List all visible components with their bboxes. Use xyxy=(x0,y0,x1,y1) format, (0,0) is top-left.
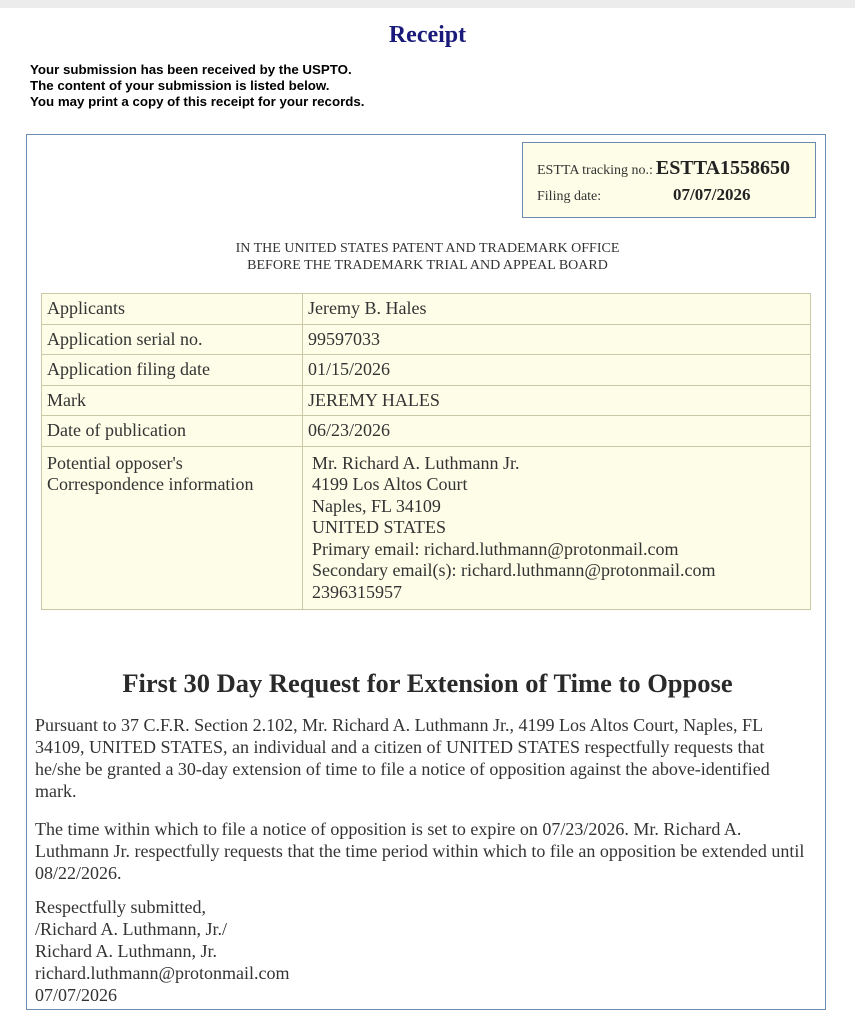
row-value: 01/15/2026 xyxy=(303,355,811,386)
signature-date: 07/07/2026 xyxy=(35,985,118,1005)
row-value: JEREMY HALES xyxy=(303,385,811,416)
correspondence-label xyxy=(42,446,303,610)
request-paragraph: Pursuant to 37 C.F.R. Section 2.102, Mr. Richard A. Luthmann Jr., 4199 Los Altos Court, Naples, FL 34109, UNITED STATES, an individual and a citizen of UNITED STATES respectfully requests that he/she be granted a 30-day extension of time to file a notice of opposition against the above-identified mark. xyxy=(35,715,770,801)
notice-line: The content of your submission is listed below. xyxy=(30,78,330,93)
row-value: 06/23/2026 xyxy=(303,416,811,447)
label-line: Potential opposer's xyxy=(47,452,183,473)
application-info-table xyxy=(41,293,811,610)
top-bar xyxy=(0,0,855,8)
signatory-email: richard.luthmann@protonmail.com xyxy=(35,963,290,983)
board-line: BEFORE THE TRADEMARK TRIAL AND APPEAL BOARD xyxy=(247,258,608,273)
table-row xyxy=(42,385,811,416)
address-street: 4199 Los Altos Court xyxy=(312,474,468,494)
label-line: Correspondence information xyxy=(47,474,254,494)
tracking-row xyxy=(537,157,790,180)
office-line: IN THE UNITED STATES PATENT AND TRADEMARK OFFICE xyxy=(235,241,620,256)
row-label: Date of publication xyxy=(42,416,303,447)
row-label: Application filing date xyxy=(42,355,303,386)
filing-date-label: Filing date: xyxy=(537,189,602,204)
request-heading: First 30 Day Request for Extension of Time to Oppose xyxy=(122,668,733,698)
row-value: 99597033 xyxy=(303,324,811,355)
tracking-label: ESTTA tracking no.: xyxy=(537,163,653,178)
notice-line: Your submission has been received by the USPTO. xyxy=(30,62,352,77)
address-city: Naples, FL 34109 xyxy=(312,495,441,516)
table-row xyxy=(42,324,811,355)
row-label: Mark xyxy=(42,385,303,416)
secondary-email: Secondary email(s): richard.luthmann@protonmail.com xyxy=(312,560,716,580)
submission-notice xyxy=(30,62,364,110)
correspondence-row xyxy=(42,446,811,610)
notice-line: You may print a copy of this receipt for your records. xyxy=(30,94,365,109)
row-label: Application serial no. xyxy=(42,324,303,355)
table-row xyxy=(42,416,811,447)
filing-date-value: 07/07/2026 xyxy=(673,185,751,204)
table-row xyxy=(42,355,811,386)
electronic-signature: /Richard A. Luthmann, Jr./ xyxy=(35,919,227,939)
correspondence-value xyxy=(303,446,811,610)
row-value: Jeremy B. Hales xyxy=(303,294,811,325)
signature-closing: Respectfully submitted, xyxy=(35,897,206,917)
opposer-name: Mr. Richard A. Luthmann Jr. xyxy=(312,452,520,473)
expiry-paragraph: The time within which to file a notice of opposition is set to expire on 07/23/2026. Mr. Richard A. Luthmann Jr. respectfully requests that the time period within which to file an opposition be extended until 08/22/2026. xyxy=(35,819,805,883)
signature-block xyxy=(35,896,290,1006)
primary-email: Primary email: richard.luthmann@protonmail.com xyxy=(312,538,679,559)
address-country: UNITED STATES xyxy=(312,517,447,537)
page-title: Receipt xyxy=(388,22,467,48)
office-header xyxy=(0,240,855,274)
signatory-name: Richard A. Luthmann, Jr. xyxy=(35,941,217,961)
tracking-number: ESTTA1558650 xyxy=(655,157,791,179)
phone-number: 2396315957 xyxy=(312,581,402,602)
table-row xyxy=(42,294,811,325)
filing-date-row xyxy=(537,185,750,205)
tracking-box xyxy=(522,142,816,218)
row-label: Applicants xyxy=(42,294,303,325)
